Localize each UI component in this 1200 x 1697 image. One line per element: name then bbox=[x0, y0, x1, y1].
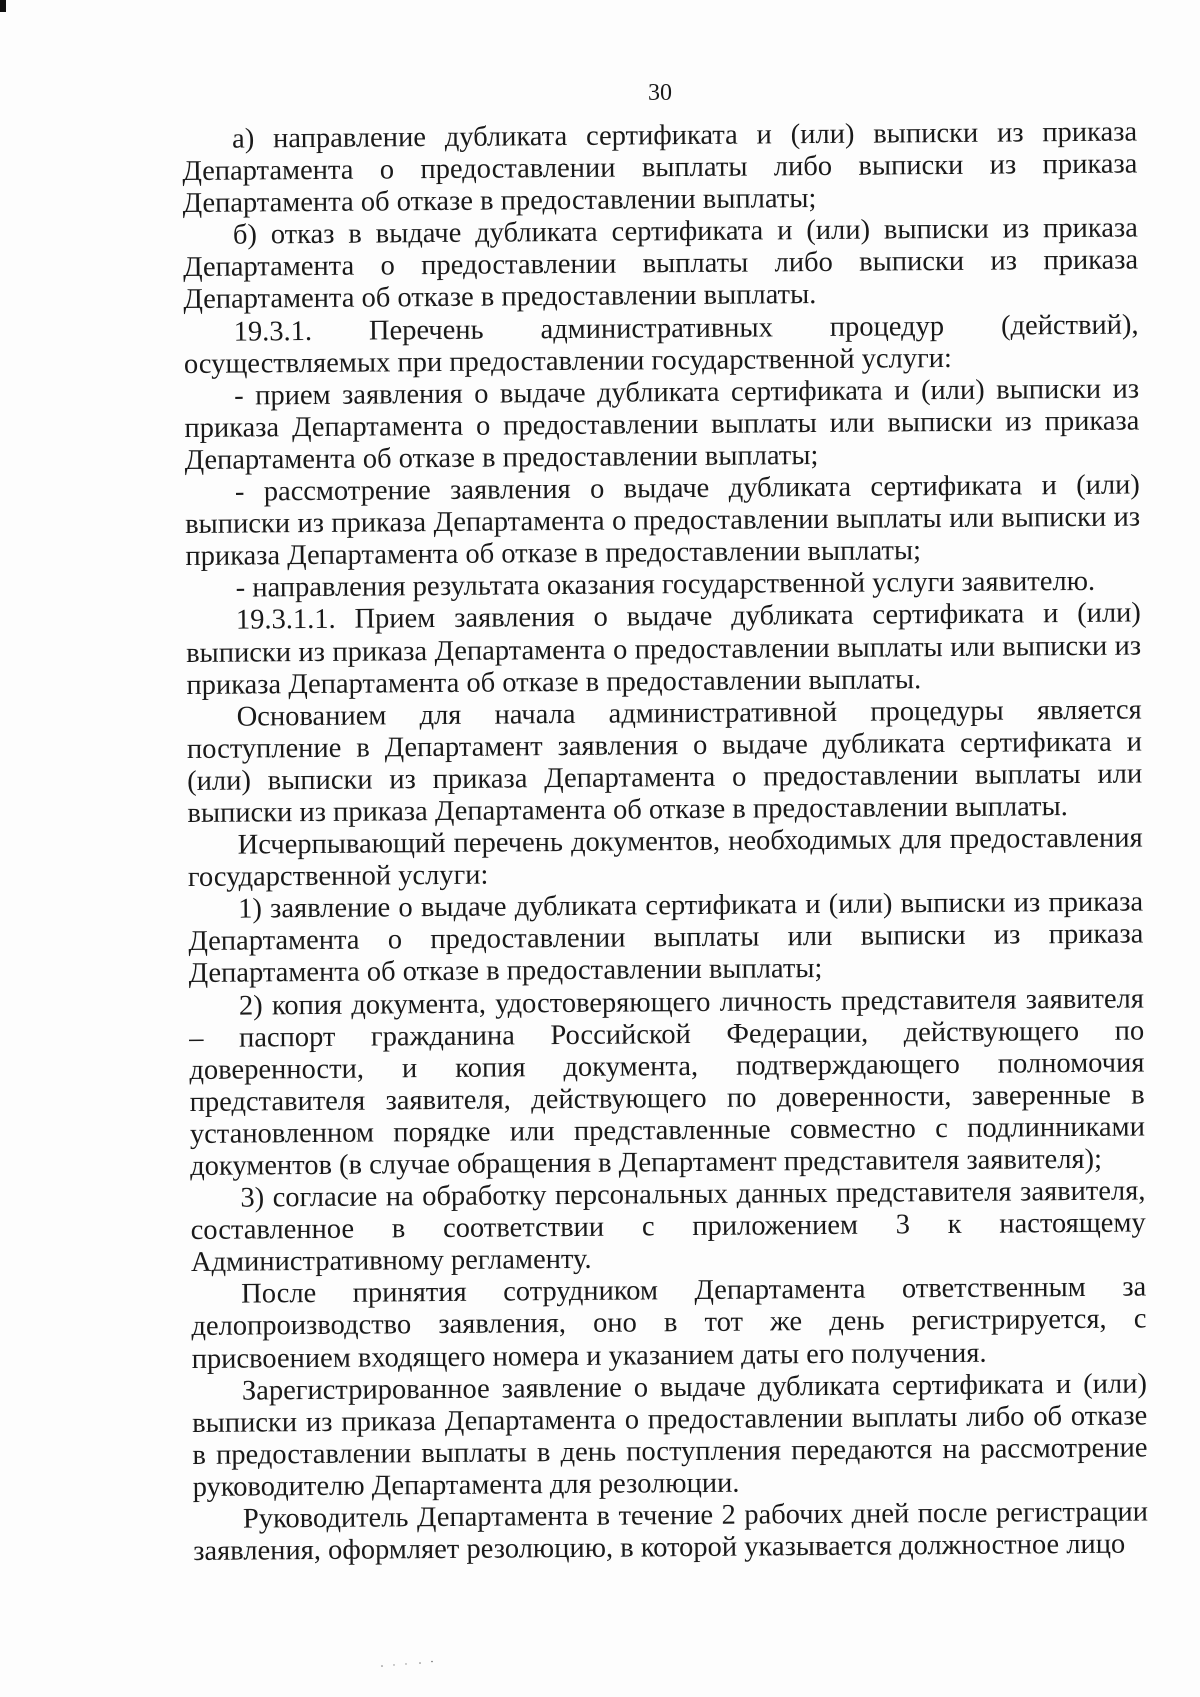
document-item-1: 1) заявление о выдаче дубликата сертификата и (или) выписки из приказа Департамента о предоставлении выплаты или выписки из приказа Департамента об отказе в предоставлении выплаты; bbox=[188, 886, 1144, 990]
list-item-priem: - прием заявления о выдаче дубликата сертификата и (или) выписки из приказа Департамента о предоставлении выплаты или выписки из приказа Департамента об отказе в предоставлении выплаты; bbox=[184, 373, 1140, 476]
paragraph-osnovaniem: Основанием для начала административной процедуры является поступление в Департамент заявления о выдаче дубликата сертификата и (или) выписки из приказа Департамента о предоставлении выплаты или выписки из приказа Департамента об отказе в предоставлении выплаты. bbox=[186, 694, 1143, 829]
document-body bbox=[182, 116, 1148, 1568]
paragraph-b: б) отказ в выдаче дубликата сертификата и (или) выписки из приказа Департамента о предоставлении выплаты либо выписки из приказа Департамента об отказе в предоставлении выплаты. bbox=[183, 212, 1139, 316]
paragraph-registered: Зарегистрированное заявление о выдаче дубликата сертификата и (или) выписки из приказа Департамента о предоставлении выплаты либо об отказе в предоставлении выплаты в день поступления передаются на рассмотрение руководителю Департамента для резолюции. bbox=[192, 1368, 1148, 1503]
scan-noise-dots bbox=[380, 1660, 440, 1668]
page-number: 30 bbox=[648, 80, 672, 106]
paragraph-registration: После принятия сотрудником Департамента ответственным за делопроизводство заявления, оно в тот же день регистрируется, с присвоением входящего номера и указанием даты его получения. bbox=[191, 1271, 1147, 1375]
paragraph-19-3-1-1: 19.3.1.1. Прием заявления о выдаче дубликата сертификата и (или) выписки из приказа Департамента о предоставлении выплаты или выписки из приказа Департамента об отказе в предоставлении выплаты. bbox=[186, 597, 1142, 701]
paragraph-a: а) направление дубликата сертификата и (или) выписки из приказа Департамента о предоставлении выплаты либо выписки из приказа Департамента об отказе в предоставлении выплаты; bbox=[182, 116, 1138, 220]
document-item-2: 2) копия документа, удостоверяющего личность представителя заявителя – паспорт гражданина Российской Федерации, действующего по доверенности, и копия документа, подтверждающего полномочия представителя заявителя, действующего по доверенности, заверенные в установленном порядке или представленные совместно с подлинниками документов (в случае обращения в Департамент представителя заявителя); bbox=[189, 983, 1146, 1182]
document-item-3: 3) согласие на обработку персональных данных представителя заявителя, составленное в соответствии с приложением 3 к настоящему Административному регламенту. bbox=[190, 1175, 1146, 1279]
list-item-rassmotrenie: - рассмотрение заявления о выдаче дубликата сертификата и (или) выписки из приказа Департамента о предоставлении выплаты или выписки из приказа Департамента об отказе в предоставлении выплаты; bbox=[185, 469, 1141, 573]
scan-corner-mark bbox=[0, 0, 6, 12]
list-item-napravleniya: - направления результата оказания государственной услуги заявителю. bbox=[235, 566, 1096, 604]
paragraph-19-3-1: 19.3.1. Перечень административных процедур (действий), осуществляемых при предоставлении государственной услуги: bbox=[183, 309, 1139, 380]
paragraph-perechen: Исчерпывающий перечень документов, необходимых для предоставления государственной услуги: bbox=[187, 822, 1143, 894]
paragraph-rukovoditel: Руководитель Департамента в течение 2 рабочих дней после регистрации заявления, оформляет резолюцию, в которой указывается должностное лицо bbox=[193, 1496, 1149, 1568]
